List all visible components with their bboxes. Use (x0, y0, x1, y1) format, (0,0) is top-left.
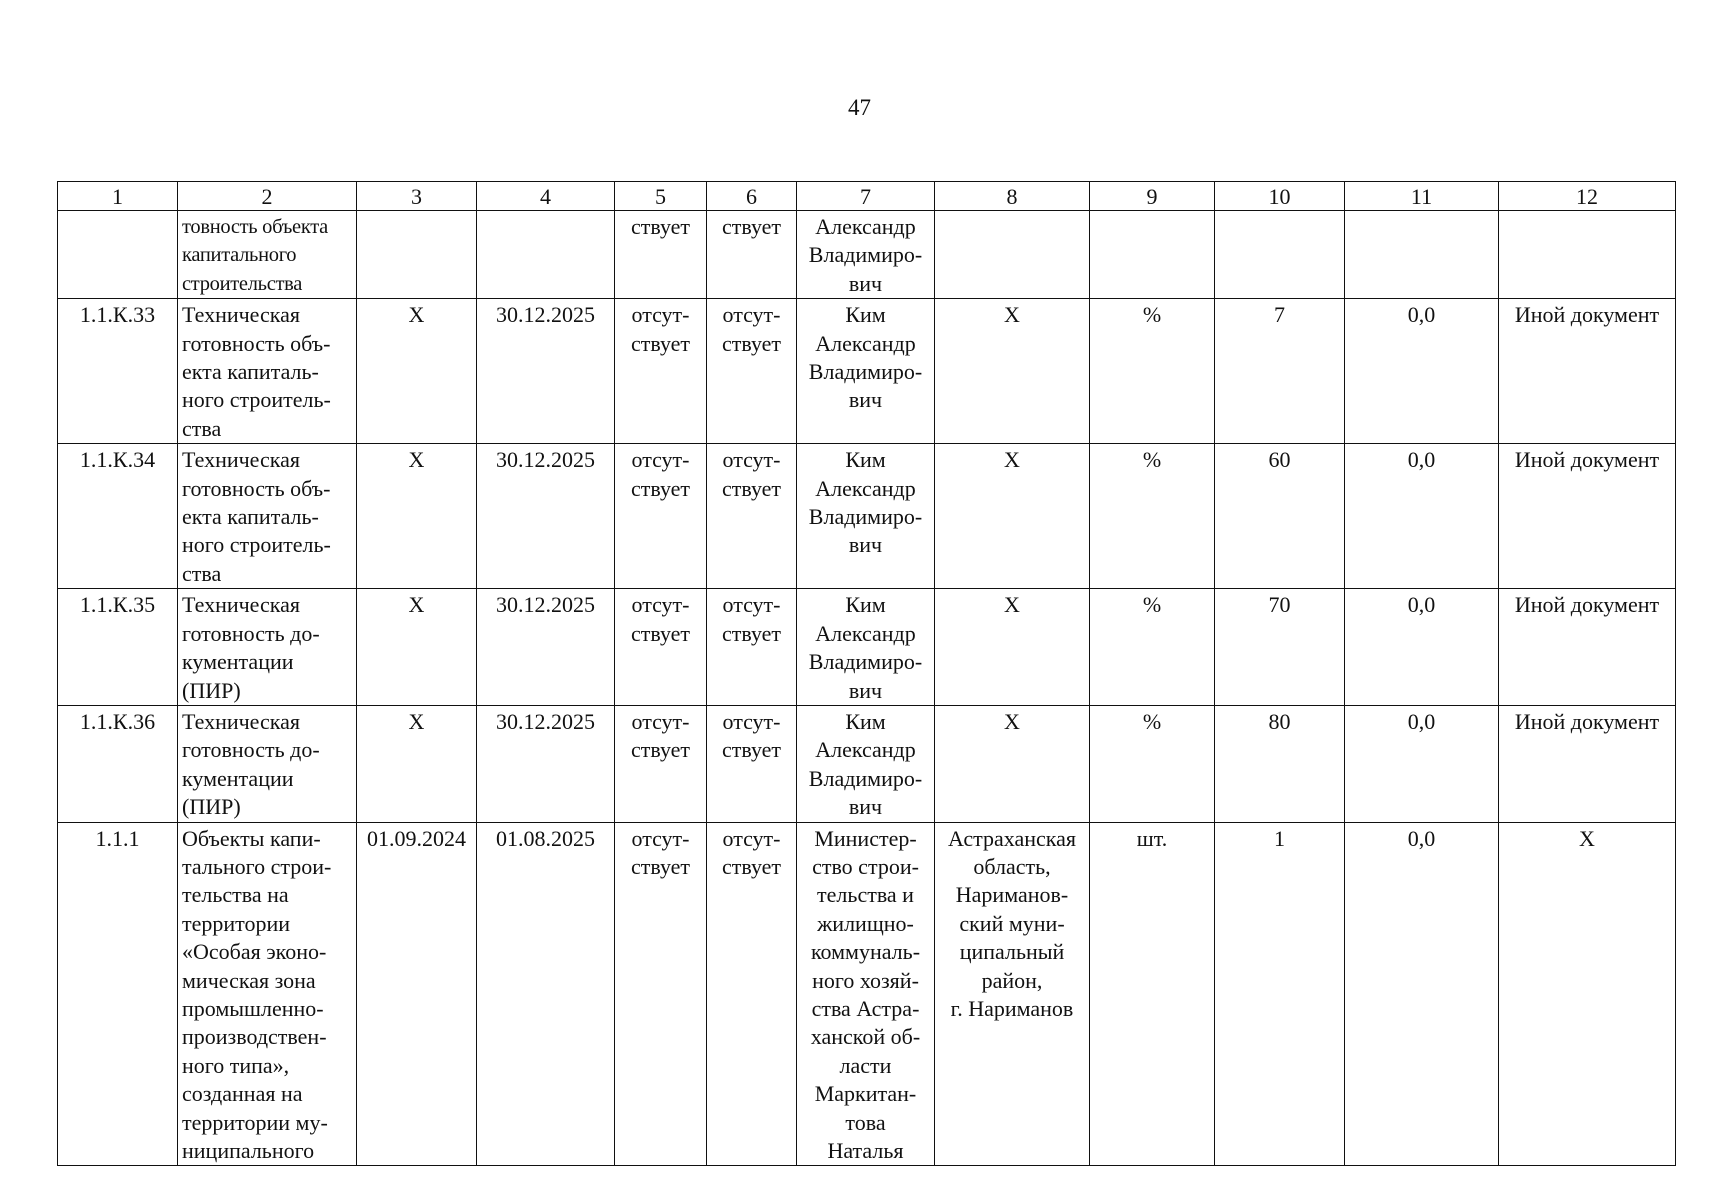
cell-col6 (707, 705, 797, 822)
cell-name-text: Объекты капи- тального строи- тельства на территории «Особая эконо- мическая зона промышленно- производствен- ного типа», созданная на территории му- ниципального (182, 825, 332, 1163)
column-header-12: 12 (1499, 182, 1676, 211)
cell-number-text: 1.1.К.34 (79, 447, 156, 473)
cell-value (1215, 589, 1345, 706)
cell-start-date-text: X (408, 708, 425, 734)
cell-value (1215, 822, 1345, 1166)
cell-responsible (797, 444, 935, 589)
cell-end-date-text: 30.12.2025 (496, 708, 595, 734)
cell-start-date (357, 822, 477, 1166)
cell-amount-text: 0,0 (1407, 825, 1436, 851)
cell-start-date-text: X (408, 302, 425, 328)
cell-number (58, 211, 178, 299)
cell-unit-text: % (1142, 302, 1162, 328)
cell-start-date (357, 705, 477, 822)
cell-document (1499, 299, 1676, 444)
cell-responsible-text: Ким Александр Владимиро- вич (808, 592, 923, 703)
cell-name (178, 444, 357, 589)
cell-start-date (357, 211, 477, 299)
cell-value (1215, 705, 1345, 822)
cell-amount-text: 0,0 (1407, 447, 1436, 473)
cell-col5-text: отсут- ствует (630, 825, 691, 879)
cell-col6 (707, 822, 797, 1166)
cell-col5-text: отсут- ствует (630, 447, 691, 501)
cell-responsible-text: Министер- ство строи- тельства и жилищно- коммуналь- ного хозяй- ства Астра- ханской об- ласти Маркитан- това Наталья (810, 825, 921, 1163)
cell-unit-text: % (1142, 708, 1162, 734)
cell-amount-text: 0,0 (1407, 302, 1436, 328)
cell-col5 (615, 444, 707, 589)
cell-document-text: X (1579, 825, 1595, 851)
cell-number (58, 444, 178, 589)
column-header-3: 3 (357, 182, 477, 211)
table-row (58, 822, 1676, 1166)
table-row (58, 705, 1676, 822)
cell-end-date (477, 822, 615, 1166)
cell-end-date (477, 589, 615, 706)
column-number-row (58, 182, 1676, 211)
cell-amount-text: 0,0 (1407, 708, 1436, 734)
cell-name (178, 589, 357, 706)
cell-document-text: Иной документ (1514, 447, 1660, 473)
table-row (58, 444, 1676, 589)
cell-col5 (615, 705, 707, 822)
cell-col6 (707, 444, 797, 589)
cell-name-text: Техническая готовность объ- екта капиталь- ного строитель- ства (182, 302, 331, 441)
column-header-6: 6 (707, 182, 797, 211)
cell-unit (1090, 589, 1215, 706)
cell-col6 (707, 211, 797, 299)
cell-amount-text: 0,0 (1407, 592, 1436, 618)
cell-end-date (477, 705, 615, 822)
cell-responsible (797, 589, 935, 706)
cell-col5-text: ствует (630, 214, 691, 239)
cell-number (58, 705, 178, 822)
cell-value-text: 60 (1268, 447, 1291, 473)
cell-amount (1345, 822, 1499, 1166)
table-row (58, 299, 1676, 444)
cell-start-date-text: 01.09.2024 (367, 825, 466, 851)
cell-location-text: X (1004, 708, 1020, 734)
cell-unit (1090, 444, 1215, 589)
cell-col6-text: отсут- ствует (721, 302, 782, 356)
cell-start-date (357, 589, 477, 706)
cell-unit (1090, 705, 1215, 822)
cell-end-date-text: 30.12.2025 (496, 592, 595, 618)
cell-responsible-text: Ким Александр Владимиро- вич (808, 708, 923, 820)
cell-responsible-text: Александр Владимиро- вич (808, 214, 923, 296)
cell-end-date-text: 30.12.2025 (496, 302, 595, 328)
cell-responsible (797, 822, 935, 1166)
cell-document (1499, 589, 1676, 706)
cell-number-text: 1.1.К.36 (79, 708, 156, 734)
cell-col5-text: отсут- ствует (630, 592, 691, 646)
table-row (58, 211, 1676, 299)
column-header-7: 7 (797, 182, 935, 211)
cell-amount (1345, 444, 1499, 589)
cell-document-text: Иной документ (1514, 592, 1660, 618)
cell-col5 (615, 211, 707, 299)
cell-responsible (797, 211, 935, 299)
cell-unit-text: % (1142, 592, 1162, 618)
cell-name-text: Техническая готовность до- кументации (ПИР) (182, 708, 320, 820)
cell-document (1499, 211, 1676, 299)
column-header-1: 1 (58, 182, 178, 211)
cell-end-date (477, 299, 615, 444)
cell-location (935, 589, 1090, 706)
cell-name-text: Техническая готовность объ- екта капиталь- ного строитель- ства (182, 447, 331, 586)
cell-start-date-text: X (408, 447, 425, 473)
cell-amount (1345, 589, 1499, 706)
cell-start-date-text: X (408, 592, 425, 618)
cell-location-text: X (1004, 302, 1020, 328)
column-header-4: 4 (477, 182, 615, 211)
cell-col6-text: отсут- ствует (721, 447, 782, 501)
cell-col5-text: отсут- ствует (630, 302, 691, 356)
cell-col6-text: отсут- ствует (721, 825, 782, 879)
cell-col6-text: отсут- ствует (721, 592, 782, 646)
activity-table (57, 181, 1676, 1166)
cell-col6-text: отсут- ствует (721, 708, 782, 763)
cell-name (178, 822, 357, 1166)
cell-amount (1345, 299, 1499, 444)
cell-amount (1345, 705, 1499, 822)
cell-col6 (707, 299, 797, 444)
cell-unit (1090, 299, 1215, 444)
cell-value-text: 70 (1268, 592, 1291, 618)
cell-col5-text: отсут- ствует (630, 708, 691, 763)
cell-end-date (477, 211, 615, 299)
cell-number (58, 299, 178, 444)
cell-document-text: Иной документ (1514, 708, 1660, 734)
cell-col5 (615, 299, 707, 444)
cell-document-text: Иной документ (1514, 302, 1660, 328)
cell-number-text: 1.1.К.33 (79, 302, 156, 328)
cell-col5 (615, 822, 707, 1166)
column-header-9: 9 (1090, 182, 1215, 211)
cell-value-text: 7 (1274, 302, 1285, 328)
cell-unit (1090, 822, 1215, 1166)
cell-value (1215, 299, 1345, 444)
cell-col6-text: ствует (721, 214, 782, 239)
cell-start-date (357, 444, 477, 589)
cell-number-text: 1.1.1 (95, 825, 140, 851)
cell-unit (1090, 211, 1215, 299)
cell-name (178, 299, 357, 444)
cell-end-date-text: 30.12.2025 (496, 447, 595, 473)
column-header-2: 2 (178, 182, 357, 211)
cell-responsible (797, 705, 935, 822)
cell-location-text: Астраханская область, Нариманов- ский муни- ципальный район, г. Нариманов (947, 825, 1076, 1021)
cell-name (178, 211, 357, 299)
column-header-8: 8 (935, 182, 1090, 211)
column-header-10: 10 (1215, 182, 1345, 211)
cell-value (1215, 211, 1345, 299)
cell-value-text: 1 (1274, 825, 1285, 851)
cell-col5 (615, 589, 707, 706)
cell-responsible-text: Ким Александр Владимиро- вич (808, 302, 923, 413)
cell-location-text: X (1004, 447, 1020, 473)
page-number: 47 (848, 95, 871, 120)
cell-end-date-text: 01.08.2025 (496, 825, 595, 851)
cell-location (935, 299, 1090, 444)
cell-responsible (797, 299, 935, 444)
cell-name (178, 705, 357, 822)
column-header-11: 11 (1345, 182, 1499, 211)
cell-location (935, 822, 1090, 1166)
cell-value-text: 80 (1268, 708, 1291, 734)
cell-document (1499, 822, 1676, 1166)
cell-number (58, 589, 178, 706)
cell-document (1499, 444, 1676, 589)
cell-responsible-text: Ким Александр Владимиро- вич (808, 447, 923, 558)
cell-location (935, 211, 1090, 299)
cell-number (58, 822, 178, 1166)
cell-name-text: Техническая готовность до- кументации (ПИР) (182, 592, 320, 703)
cell-col6 (707, 589, 797, 706)
cell-document (1499, 705, 1676, 822)
cell-unit-text: % (1142, 447, 1162, 473)
cell-value (1215, 444, 1345, 589)
cell-number-text: 1.1.К.35 (79, 592, 156, 618)
cell-end-date (477, 444, 615, 589)
cell-unit-text: шт. (1136, 825, 1168, 851)
column-header-5: 5 (615, 182, 707, 211)
cell-location (935, 444, 1090, 589)
cell-location (935, 705, 1090, 822)
cell-amount (1345, 211, 1499, 299)
cell-name-text: товность объекта капитального строительства (182, 216, 328, 295)
cell-location-text: X (1004, 592, 1020, 618)
table-row (58, 589, 1676, 706)
cell-start-date (357, 299, 477, 444)
